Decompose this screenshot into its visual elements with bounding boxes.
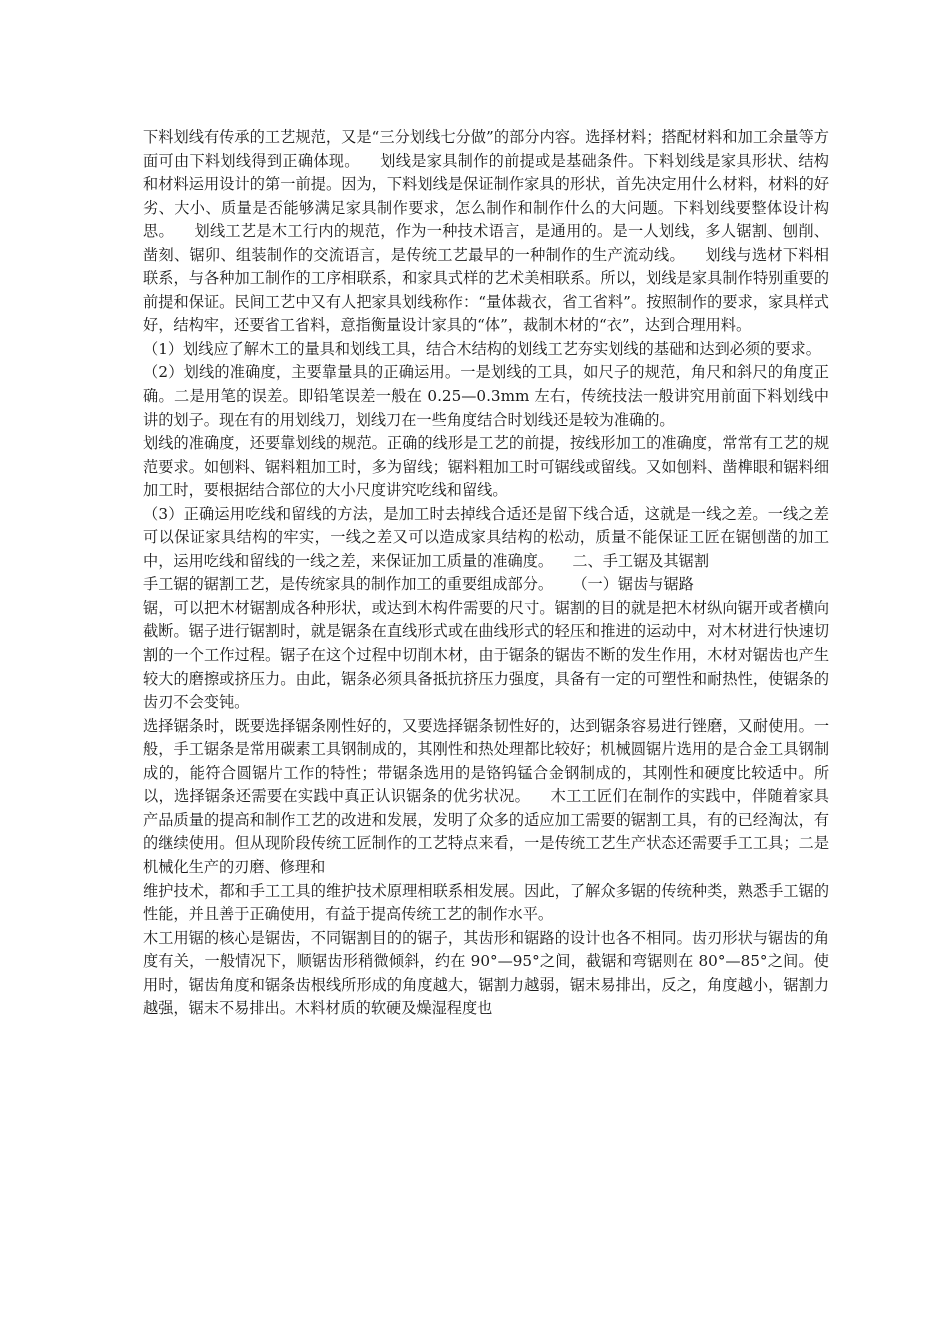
paragraph-saw-cutting: 锯，可以把木材锯割成各种形状，或达到木构件需要的尺寸。锯割的目的就是把木材纵向锯开或者横向截断。锯子进行锯割时，就是锯条在直线形式或在曲线形式的轻压和推进的运动中，对木材进行快速切割的一个工作过程。锯子在这个过程中切削木材，由于锯条的锯齿不断的发生作用，木材对锯齿也产生较大的磨擦或挤压力。由此，锯条必须具备抵抗挤压力强度，具备有一定的可塑性和耐热性，使锯条的齿刃不会变钝。 [143,598,829,712]
paragraph-item-2: （2）划线的准确度，主要靠量具的正确运用。一是划线的工具，如尺子的规范，角尺和斜尺的角度正确。二是用笔的误差。即铅笔误差一般在 0.25—0.3mm 左右，传统技法一般讲究用前面下料划线中讲的划子。现在有的用划线刀，划线刀在一些角度结合时划线还是较为准确的。 [143,363,829,429]
paragraph-saw-blade-selection: 选择锯条时，既要选择锯条刚性好的，又要选择锯条韧性好的，达到锯条容易进行锉磨，又耐使用。一般，手工锯条是常用碳素工具钢制成的，其刚性和热处理都比较好；机械圆锯片选用的是合金工具钢制成的，能符合圆锯片工作的特性；带锯条选用的是铬钨锰合金钢制成的，其刚性和硬度比较适中。所以，选择锯条还需要在实践中真正认识锯条的优劣状况。 木工工匠们在制作的实践中，伴随着家具产品质量的提高和制作工艺的改进和发展，发明了众多的适应加工需要的锯割工具，有的已经淘汰，有的继续使用。但从现阶段传统工匠制作的工艺特点来看，一是传统工艺生产状态还需要手工工具；二是机械化生产的刃磨、修理和 [143,716,829,876]
paragraph-saw-teeth: 木工用锯的核心是锯齿，不同锯割目的的锯子，其齿形和锯路的设计也各不相同。齿刃形状与锯齿的角度有关，一般情况下，顺锯齿形稍微倾斜，约在 90°—95°之间，截锯和弯锯则在 80°—85°之间。使用时，锯齿角度和锯条齿根线所形成的角度越大，锯割力越弱，锯末易排出，反之，角度越小，锯割力越强，锯末不易排出。木料材质的软硬及燥湿程度也 [143,928,829,1018]
paragraph-item-3: （3）正确运用吃线和留线的方法，是加工时去掉线合适还是留下线合适，这就是一线之差。一线之差可以保证家具结构的牢实，一线之差又可以造成家具结构的松动，质量不能保证工匠在锯刨凿的加工中，运用吃线和留线的一线之差，来保证加工质量的准确度。 二、手工锯及其锯割 [143,504,829,570]
paragraph-hand-saw-intro: 手工锯的锯割工艺，是传统家具的制作加工的重要组成部分。 （一）锯齿与锯路 [143,575,694,594]
paragraph-maintenance: 维护技术，都和手工工具的维护技术原理相联系相发展。因此，了解众多锯的传统种类，熟悉手工锯的性能，并且善于正确使用，有益于提高传统工艺的制作水平。 [143,881,829,924]
paragraph-marking-accuracy: 划线的准确度，还要靠划线的规范。正确的线形是工艺的前提，按线形加工的准确度，常常有工艺的规范要求。如刨料、锯料粗加工时，多为留线；锯料粗加工时可锯线或留线。又如刨料、凿榫眼和锯料细加工时，要根据结合部位的大小尺度讲究吃线和留线。 [143,434,829,500]
document-body [143,126,829,1021]
paragraph-item-1: （1）划线应了解木工的量具和划线工具，结合木结构的划线工艺夯实划线的基础和达到必须的要求。 [143,339,821,358]
paragraph-marking-intro: 下料划线有传承的工艺规范，又是“三分划线七分做”的部分内容。选择材料；搭配材料和加工余量等方面可由下料划线得到正确体现。 划线是家具制作的前提或是基础条件。下料划线是家具形状、结构和材料运用设计的第一前提。因为，下料划线是保证制作家具的形状，首先决定用什么材料，材料的好劣、大小、质量是否能够满足家具制作要求，怎么制作和制作什么的大问题。下料划线要整体设计构思。 划线工艺是木工行内的规范，作为一种技术语言，是通用的。是一人划线，多人锯割、刨削、凿刻、锯卯、组装制作的交流语言，是传统工艺最早的一种制作的生产流动线。 划线与选材下料相联系，与各种加工制作的工序相联系，和家具式样的艺术美相联系。所以，划线是家具制作特别重要的前提和保证。民间工艺中又有人把家具划线称作：“量体裁衣，省工省料”。按照制作的要求，家具样式好，结构牢，还要省工省料，意指衡量设计家具的“体”，裁制木材的“衣”，达到合理用料。 [143,128,829,335]
